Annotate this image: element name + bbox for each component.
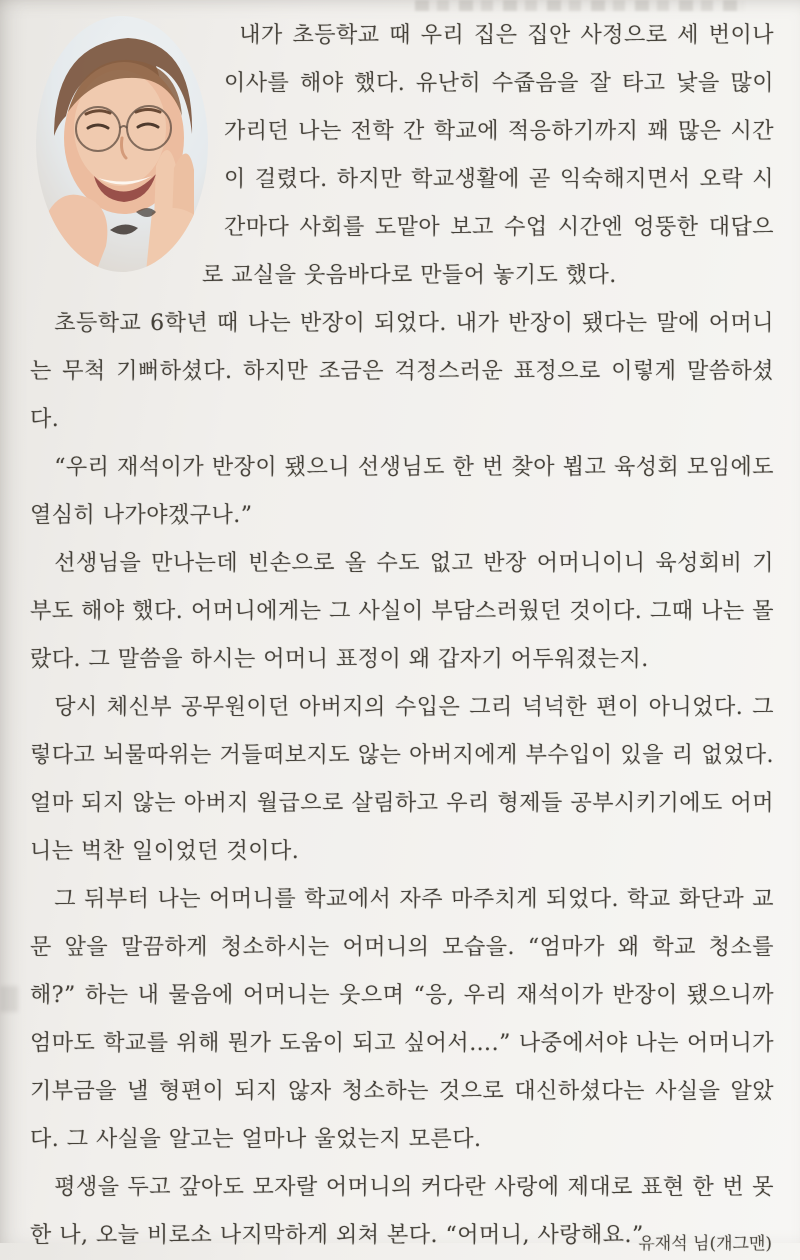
author-attribution: 유재석 님(개그맨) bbox=[638, 1234, 772, 1254]
portrait-photo-illustration bbox=[36, 16, 208, 272]
paragraph-5: 당시 체신부 공무원이던 아버지의 수입은 그리 넉넉한 편이 아니었다. 그렇다고 뇌물따위는 거들떠보지도 않는 아버지에게 부수입이 있을 리 없었다. 얼마 되지 않는 아버지 월급으로 살림하고 우리 형제들 공부시키기에도 어머니는 벅찬 일이었던 것이다. bbox=[30, 695, 774, 864]
paragraph-4: 선생님을 만나는데 빈손으로 올 수도 없고 반장 어머니이니 육성회비 기부도 해야 했다. 어머니에게는 그 사실이 부담스러웠던 것이다. 그때 나는 몰랐다. 그 말씀을 하시는 어머니 표정이 왜 갑자기 어두워졌는지. bbox=[30, 551, 774, 672]
paragraph-7 bbox=[30, 1164, 774, 1260]
closing-sentence: 평생을 두고 갚아도 모자랄 어머니의 커다란 사랑에 제대로 표현 한 번 못한 나, 오늘 비로소 나지막하게 외쳐 본다. “어머니, 사랑해요.” bbox=[30, 1175, 774, 1248]
scan-bleed-artifact bbox=[415, 0, 745, 11]
paragraph-6: 그 뒤부터 나는 어머니를 학교에서 자주 마주치게 되었다. 학교 화단과 교문 앞을 말끔하게 청소하시는 어머니의 모습을. “엄마가 왜 학교 청소를 해?” 하는 내 물음에 어머니는 웃으며 “응, 우리 재석이가 반장이 됐으니까 엄마도 학교를 위해 뭔가 도움이 되고 싶어서….” 나중에서야 나는 어머니가 기부금을 낼 형편이 되지 않자 청소하는 것으로 대신하셨다는 사실을 알았다. 그 사실을 알고는 얼마나 울었는지 모른다. bbox=[30, 887, 774, 1152]
paragraph-1: 내가 초등학교 때 우리 집은 집안 사정으로 세 번이나 이사를 해야 했다. 유난히 수줍음을 잘 타고 낯을 많이 가리던 나는 전학 간 학교에 적응하기까지 꽤 많은 시간이 걸렸다. 하지만 학교생활에 곧 익숙해지면서 오락 시간마다 사회를 도맡아 보고 수업 시간엔 엉뚱한 대답으로 교실을 웃음바다로 만들어 놓기도 했다. bbox=[201, 23, 774, 288]
paragraph-2: 초등학교 6학년 때 나는 반장이 되었다. 내가 반장이 됐다는 말에 어머니는 무척 기뻐하셨다. 하지만 조금은 걱정스러운 표정으로 이렇게 말씀하셨다. bbox=[30, 311, 774, 432]
paragraph-3: “우리 재석이가 반장이 됐으니 선생님도 한 번 찾아 뵙고 육성회 모임에도 열심히 나가야겠구나.” bbox=[30, 455, 774, 528]
scan-smudge-artifact bbox=[0, 986, 18, 1012]
portrait-photo bbox=[36, 16, 208, 272]
